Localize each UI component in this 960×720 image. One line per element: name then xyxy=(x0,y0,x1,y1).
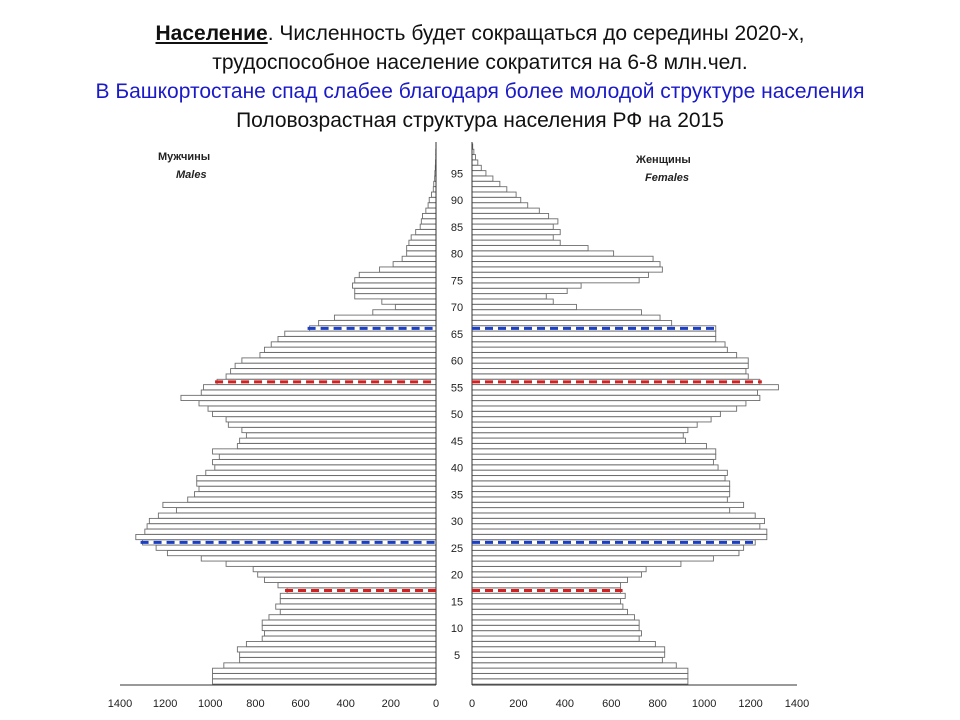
female-bar-age-95 xyxy=(472,171,486,176)
female-x-tick-600: 600 xyxy=(602,698,621,710)
chart-caption: Половозрастная структура населения РФ на 2015 xyxy=(236,109,724,132)
female-bar-age-0 xyxy=(472,679,688,684)
age-tick-35: 35 xyxy=(450,489,464,502)
male-bar-age-64 xyxy=(278,337,436,342)
females-label-en: Females xyxy=(645,172,690,184)
age-tick-10: 10 xyxy=(450,623,464,635)
male-bar-age-15 xyxy=(280,599,436,604)
male-bar-age-18 xyxy=(278,583,436,588)
female-bar-age-84 xyxy=(472,230,560,235)
male-bar-age-7 xyxy=(246,641,436,646)
male-x-tick-0: 0 xyxy=(432,698,440,710)
female-bar-age-1 xyxy=(472,674,688,679)
male-bar-age-0 xyxy=(213,679,436,684)
male-bar-age-39 xyxy=(206,470,436,475)
female-bar-age-57 xyxy=(472,374,748,379)
male-bar-age-21 xyxy=(253,567,436,572)
age-tick-15: 15 xyxy=(450,596,464,609)
female-bar-age-63 xyxy=(472,342,725,347)
male-bar-age-90 xyxy=(429,197,436,202)
female-bar-age-80 xyxy=(472,251,614,256)
slide-subtitle-bashkortostan: В Башкортостане спад слабее благодаря более молодой структуре населения xyxy=(95,80,865,103)
female-bar-age-93 xyxy=(472,181,500,186)
female-bar-age-12 xyxy=(472,615,635,620)
male-bar-age-42 xyxy=(219,454,436,459)
age-tick-70: 70 xyxy=(450,302,464,314)
females-label-ru: Женщины xyxy=(636,154,691,166)
male-bar-age-52 xyxy=(199,401,436,406)
male-bar-age-49 xyxy=(226,417,436,422)
age-tick-40: 40 xyxy=(450,462,464,475)
female-bar-age-51 xyxy=(472,406,737,411)
female-bar-age-40 xyxy=(472,465,718,470)
female-bar-age-72 xyxy=(472,294,546,299)
female-bar-age-97 xyxy=(472,160,478,165)
female-bar-age-7 xyxy=(472,641,655,646)
female-bar-age-35 xyxy=(472,492,730,497)
male-bar-age-10 xyxy=(262,625,436,630)
male-bar-age-50 xyxy=(213,411,436,416)
male-bar-age-17 xyxy=(287,588,436,593)
male-bar-age-61 xyxy=(260,353,436,358)
male-bar-age-67 xyxy=(319,320,436,325)
male-bar-age-76 xyxy=(359,272,436,277)
male-bar-age-20 xyxy=(258,572,436,577)
age-tick-55: 55 xyxy=(450,382,464,395)
female-bar-age-33 xyxy=(472,502,744,507)
male-bar-age-6 xyxy=(237,647,436,652)
female-bar-age-85 xyxy=(472,224,553,229)
male-bar-age-28 xyxy=(145,529,436,534)
female-bar-age-18 xyxy=(472,583,621,588)
female-bar-age-94 xyxy=(472,176,493,181)
male-bar-age-3 xyxy=(224,663,436,668)
female-bar-age-19 xyxy=(472,577,628,582)
female-bar-age-25 xyxy=(472,545,744,550)
female-bar-age-67 xyxy=(472,320,672,325)
age-tick-90: 90 xyxy=(450,195,464,207)
female-x-tick-1200: 1200 xyxy=(738,698,763,710)
male-bar-age-57 xyxy=(226,374,436,379)
male-bar-age-30 xyxy=(149,518,436,523)
female-x-tick-1400: 1400 xyxy=(784,698,810,710)
female-bar-age-76 xyxy=(472,272,648,277)
female-bar-age-90 xyxy=(472,197,521,202)
female-bar-age-38 xyxy=(472,476,725,481)
female-bar-age-59 xyxy=(472,363,748,368)
female-x-tick-800: 800 xyxy=(648,698,667,710)
male-x-tick-200: 200 xyxy=(381,698,401,710)
male-bar-age-65 xyxy=(285,331,436,336)
female-bar-age-5 xyxy=(472,652,665,657)
male-bar-age-36 xyxy=(199,486,436,491)
female-bar-age-45 xyxy=(472,438,686,443)
female-bar-age-4 xyxy=(472,658,662,663)
male-bar-age-2 xyxy=(213,668,436,673)
male-bar-age-62 xyxy=(264,347,436,352)
male-bar-age-85 xyxy=(420,224,436,229)
male-bar-age-34 xyxy=(188,497,436,502)
female-bar-age-2 xyxy=(472,668,688,673)
female-bar-age-92 xyxy=(472,187,507,192)
female-bar-age-46 xyxy=(472,433,683,438)
male-bar-age-63 xyxy=(271,342,436,347)
female-bar-age-74 xyxy=(472,283,581,288)
female-bar-age-82 xyxy=(472,240,560,245)
female-bar-age-50 xyxy=(472,411,720,416)
female-x-tick-0: 0 xyxy=(468,698,476,710)
female-bar-age-71 xyxy=(472,299,553,304)
male-bar-age-80 xyxy=(407,251,436,256)
male-bar-age-41 xyxy=(213,460,436,465)
female-bar-age-65 xyxy=(472,331,716,336)
male-x-tick-800: 800 xyxy=(246,698,265,710)
male-bar-age-82 xyxy=(409,240,436,245)
male-bar-age-77 xyxy=(380,267,436,272)
female-bar-age-16 xyxy=(472,593,625,598)
male-bar-age-58 xyxy=(231,369,436,374)
female-bar-age-15 xyxy=(472,599,621,604)
female-bar-age-24 xyxy=(472,551,739,556)
male-bar-age-12 xyxy=(269,615,436,620)
male-bar-age-72 xyxy=(355,294,436,299)
female-bar-age-36 xyxy=(472,486,730,491)
female-bar-age-91 xyxy=(472,192,516,197)
female-bars xyxy=(472,144,778,684)
male-bar-age-88 xyxy=(426,208,436,213)
female-bar-age-13 xyxy=(472,609,628,614)
female-bar-age-34 xyxy=(472,497,727,502)
female-bar-age-17 xyxy=(472,588,621,593)
male-bar-age-16 xyxy=(280,593,436,598)
male-bar-age-60 xyxy=(242,358,436,363)
slide-title-line-2: трудоспособное население сократится на 6-8 млн.чел. xyxy=(212,51,748,74)
female-x-tick-200: 200 xyxy=(509,698,528,710)
male-bar-age-59 xyxy=(235,363,436,368)
male-bar-age-19 xyxy=(264,577,436,582)
female-bar-age-41 xyxy=(472,460,713,465)
male-bar-age-47 xyxy=(242,427,436,432)
female-bar-age-6 xyxy=(472,647,665,652)
male-x-tick-400: 400 xyxy=(336,698,355,710)
female-bar-age-29 xyxy=(472,524,760,529)
male-x-tick-600: 600 xyxy=(291,698,310,710)
male-bar-age-22 xyxy=(226,561,436,566)
male-bar-age-8 xyxy=(262,636,436,641)
male-bar-age-27 xyxy=(136,534,436,539)
female-bar-age-3 xyxy=(472,663,676,668)
male-x-tick-1000: 1000 xyxy=(198,698,223,710)
male-bar-age-31 xyxy=(158,513,436,518)
female-bar-age-22 xyxy=(472,561,681,566)
male-bar-age-29 xyxy=(147,524,436,529)
male-bar-age-43 xyxy=(213,449,436,454)
male-bar-age-23 xyxy=(201,556,436,561)
age-tick-20: 20 xyxy=(450,569,464,582)
age-tick-50: 50 xyxy=(450,409,464,421)
female-bar-age-55 xyxy=(472,385,778,390)
age-tick-60: 60 xyxy=(450,355,464,368)
male-bar-age-33 xyxy=(163,502,436,507)
female-bar-age-14 xyxy=(472,604,623,609)
female-bar-age-58 xyxy=(472,369,746,374)
males-label-ru: Мужчины xyxy=(158,151,211,163)
age-tick-30: 30 xyxy=(450,516,464,528)
female-bar-age-8 xyxy=(472,636,639,641)
female-bar-age-27 xyxy=(472,534,767,539)
male-bar-age-87 xyxy=(422,213,436,218)
female-bar-age-37 xyxy=(472,481,730,486)
female-bar-age-48 xyxy=(472,422,697,427)
male-bar-age-53 xyxy=(181,395,436,400)
female-bar-age-98 xyxy=(472,155,475,160)
female-bar-age-68 xyxy=(472,315,660,320)
female-x-tick-1000: 1000 xyxy=(691,698,717,710)
female-x-tick-400: 400 xyxy=(555,698,575,710)
female-bar-age-28 xyxy=(472,529,767,534)
female-bar-age-49 xyxy=(472,417,711,422)
male-bar-age-54 xyxy=(201,390,436,395)
male-bar-age-75 xyxy=(355,278,436,283)
age-tick-45: 45 xyxy=(450,435,464,448)
male-bars xyxy=(136,149,436,684)
female-bar-age-43 xyxy=(472,449,716,454)
female-bar-age-89 xyxy=(472,203,528,208)
age-tick-5: 5 xyxy=(453,649,461,662)
male-bar-age-40 xyxy=(215,465,436,470)
female-bar-age-61 xyxy=(472,353,737,358)
male-bar-age-38 xyxy=(197,476,436,481)
male-bar-age-46 xyxy=(246,433,436,438)
male-bar-age-84 xyxy=(416,230,436,235)
male-x-tick-1200: 1200 xyxy=(152,698,178,710)
female-bar-age-81 xyxy=(472,246,588,251)
female-bar-age-47 xyxy=(472,427,688,432)
female-bar-age-54 xyxy=(472,390,758,395)
female-bar-age-20 xyxy=(472,572,641,577)
male-bar-age-69 xyxy=(373,310,436,315)
slide-topic: Население xyxy=(155,22,268,45)
female-bar-age-60 xyxy=(472,358,748,363)
age-tick-95: 95 xyxy=(450,168,464,181)
male-bar-age-35 xyxy=(194,492,436,497)
male-bar-age-71 xyxy=(382,299,436,304)
males-label-en: Males xyxy=(176,169,207,181)
male-bar-age-81 xyxy=(407,246,436,251)
age-tick-80: 80 xyxy=(450,248,464,261)
male-bar-age-4 xyxy=(240,658,436,663)
female-bar-age-39 xyxy=(472,470,727,475)
female-bar-age-21 xyxy=(472,567,646,572)
female-bar-age-77 xyxy=(472,267,662,272)
female-bar-age-52 xyxy=(472,401,746,406)
male-bar-age-73 xyxy=(355,288,436,293)
male-bar-age-45 xyxy=(240,438,436,443)
male-bar-age-11 xyxy=(262,620,436,625)
male-bar-age-44 xyxy=(237,444,436,449)
male-bar-age-14 xyxy=(276,604,436,609)
slide-title-rest: . Численность будет сокращаться до середины 2020-х, xyxy=(267,22,805,45)
male-bar-age-79 xyxy=(402,256,436,261)
female-bar-age-31 xyxy=(472,513,755,518)
female-bar-age-42 xyxy=(472,454,716,459)
male-bar-age-32 xyxy=(176,508,436,513)
male-bar-age-74 xyxy=(352,283,436,288)
male-bar-age-83 xyxy=(411,235,436,240)
male-bar-age-70 xyxy=(395,304,436,309)
male-bar-age-78 xyxy=(393,262,436,267)
female-bar-age-10 xyxy=(472,625,639,630)
male-bar-age-9 xyxy=(264,631,436,636)
male-bar-age-5 xyxy=(240,652,436,657)
male-bar-age-25 xyxy=(156,545,436,550)
female-bar-age-87 xyxy=(472,213,549,218)
female-bar-age-78 xyxy=(472,262,660,267)
female-bar-age-32 xyxy=(472,508,730,513)
male-bar-age-55 xyxy=(204,385,436,390)
female-bar-age-79 xyxy=(472,256,653,261)
female-bar-age-86 xyxy=(472,219,558,224)
male-bar-age-89 xyxy=(428,203,436,208)
male-bar-age-1 xyxy=(213,674,436,679)
female-bar-age-64 xyxy=(472,337,716,342)
female-bar-age-96 xyxy=(472,165,481,170)
male-bar-age-48 xyxy=(228,422,436,427)
age-tick-75: 75 xyxy=(450,275,464,288)
male-bar-age-24 xyxy=(167,551,436,556)
male-bar-age-68 xyxy=(334,315,436,320)
female-bar-age-11 xyxy=(472,620,639,625)
female-bar-age-30 xyxy=(472,518,765,523)
female-bar-age-23 xyxy=(472,556,713,561)
female-bar-age-75 xyxy=(472,278,639,283)
male-bar-age-13 xyxy=(280,609,436,614)
male-bar-age-51 xyxy=(208,406,436,411)
female-bar-age-53 xyxy=(472,395,760,400)
female-bar-age-9 xyxy=(472,631,641,636)
x-tick-labels xyxy=(108,698,809,710)
age-tick-65: 65 xyxy=(450,328,464,341)
female-bar-age-69 xyxy=(472,310,641,315)
male-bar-age-86 xyxy=(421,219,436,224)
age-tick-25: 25 xyxy=(450,542,464,555)
age-tick-85: 85 xyxy=(450,221,464,234)
female-bar-age-44 xyxy=(472,444,706,449)
age-tick-labels xyxy=(451,168,463,662)
female-bar-age-88 xyxy=(472,208,539,213)
female-bar-age-83 xyxy=(472,235,553,240)
female-bar-age-70 xyxy=(472,304,576,309)
female-bar-age-62 xyxy=(472,347,727,352)
male-bar-age-37 xyxy=(197,481,436,486)
female-bar-age-73 xyxy=(472,288,567,293)
male-x-tick-1400: 1400 xyxy=(107,698,133,710)
male-bar-age-91 xyxy=(431,192,436,197)
